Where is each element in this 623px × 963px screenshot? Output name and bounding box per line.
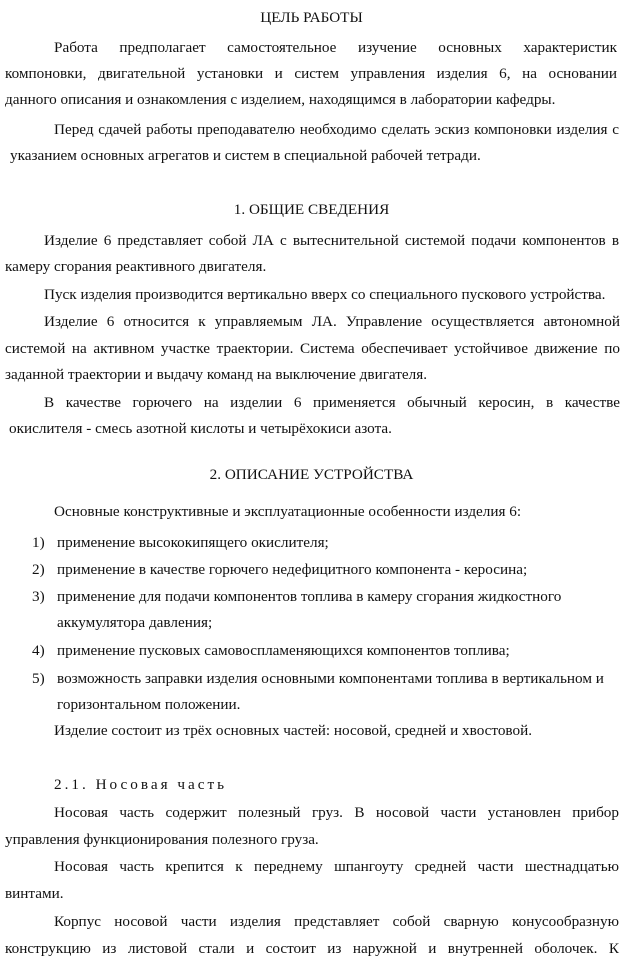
nose-p1-line2: управления функционирования полезного груза. (5, 831, 319, 848)
list-item-1-text: применение высококипящего окислителя; (57, 534, 329, 551)
nose-p3-line2: конструкцию из листовой стали и состоит из наружной и внутренней оболочек. К (5, 940, 619, 957)
description-intro: Основные конструктивные и эксплуатационные особенности изделия 6: (54, 503, 522, 520)
goal-p2-line2: указанием основных агрегатов и систем в специальной рабочей тетради. (10, 147, 481, 164)
list-item-2-text: применение в качестве горючего недефицитного компонента - керосина; (57, 561, 528, 578)
nose-p2-line2: винтами. (5, 885, 64, 902)
general-p1-line2: камеру сгорания реактивного двигателя. (5, 258, 267, 275)
list-item-5-text-line2: горизонтальном положении. (57, 696, 241, 713)
general-p3-line3: заданной траектории и выдачу команд на выключение двигателя. (5, 366, 428, 383)
goal-p1-line3: данного описания и ознакомления с изделием, находящимся в лаборатории кафедры. (5, 91, 556, 108)
nose-p2-line1: Носовая часть крепится к переднему шпангоуту средней части шестнадцатью (54, 858, 619, 875)
heading-description: 2. ОПИСАНИЕ УСТРОЙСТВА (209, 466, 414, 483)
list-item-3-text-line1: применение для подачи компонентов топлива в камеру сгорания жидкостного (57, 588, 562, 605)
general-p3-line1: Изделие 6 относится к управляемым ЛА. Управление осуществляется автономной (44, 313, 620, 330)
heading-goal: ЦЕЛЬ РАБОТЫ (260, 9, 363, 26)
parts-text: Изделие состоит из трёх основных частей: носовой, средней и хвостовой. (54, 722, 533, 739)
goal-p1-line1: Работа предполагает самостоятельное изучение основных характеристик (54, 39, 617, 56)
goal-p1-line2: компоновки, двигательной установки и систем управления изделия 6, на основании (5, 65, 617, 82)
general-p3-line2: системой на активном участке траектории. Система обеспечивает устойчивое движение по (5, 340, 620, 357)
general-p2-line1: Пуск изделия производится вертикально вверх со специального пускового устройства. (44, 286, 606, 303)
list-item-4-number: 4) (32, 642, 45, 659)
nose-p1-line1: Носовая часть содержит полезный груз. В носовой части установлен прибор (54, 804, 619, 821)
general-p4-line2: окислителя - смесь азотной кислоты и четырёхокиси азота. (9, 420, 392, 437)
general-p4-line1: В качестве горючего на изделии 6 применяется обычный керосин, в качестве (44, 394, 620, 411)
list-item-2-number: 2) (32, 561, 45, 578)
heading-nose: 2.1. Носовая часть (54, 776, 228, 793)
list-item-5-text-line1: возможность заправки изделия основными компонентами топлива в вертикальном и (57, 670, 604, 687)
list-item-3-text-line2: аккумулятора давления; (57, 614, 213, 631)
list-item-4-text: применение пусковых самовоспламеняющихся компонентов топлива; (57, 642, 510, 659)
general-p1-line1: Изделие 6 представляет собой ЛА с вытеснительной системой подачи компонентов в (44, 232, 619, 249)
list-item-5-number: 5) (32, 670, 45, 687)
list-item-1-number: 1) (32, 534, 45, 551)
list-item-3-number: 3) (32, 588, 45, 605)
goal-p2-line1: Перед сдачей работы преподавателю необходимо сделать эскиз компоновки изделия с (54, 121, 619, 138)
nose-p3-line1: Корпус носовой части изделия представляет собой сварную конусообразную (54, 913, 619, 930)
heading-general: 1. ОБЩИЕ СВЕДЕНИЯ (233, 201, 390, 218)
